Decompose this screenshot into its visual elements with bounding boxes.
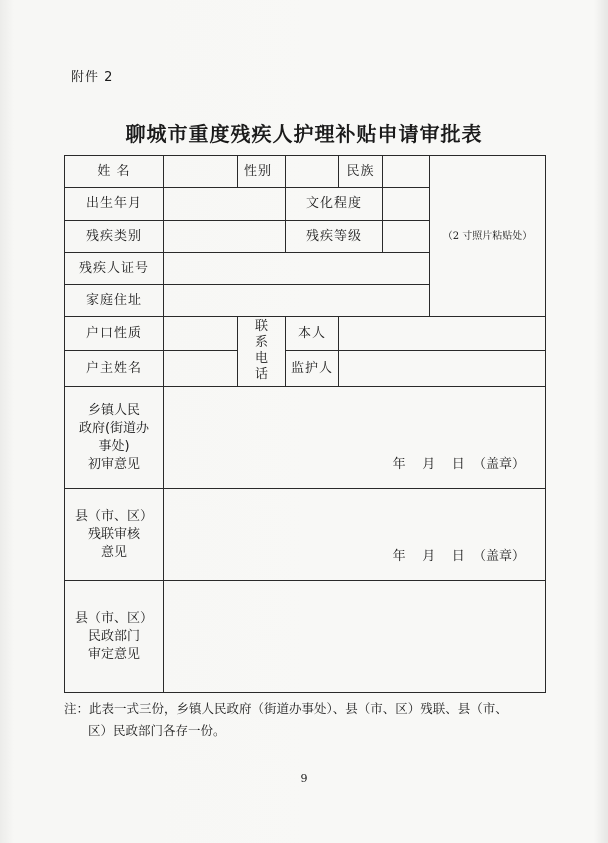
footnote-line: 注：此表一式三份，乡镇人民政府（街道办事处）、县（市、区）残联、县（市、: [64, 701, 508, 716]
table-row: [65, 387, 546, 489]
township-opinion-label: [65, 387, 164, 489]
county-civil-line: 审定意见: [87, 646, 140, 662]
contact-label-text: 联系电话: [254, 319, 268, 382]
county-civil-line: 民政部门: [87, 628, 140, 644]
township-opinion-line: 乡镇人民: [87, 402, 140, 418]
county-civil-line: 县（市、区）: [74, 610, 153, 626]
county-dpf-line: 县（市、区）: [74, 508, 153, 524]
household-head-label: 户主姓名: [65, 351, 164, 387]
education-label: 文化程度: [286, 188, 383, 221]
township-stamp-date: 年 月 日 （盖章）: [392, 457, 525, 472]
table-row: [65, 317, 546, 351]
footnote-line: 区）民政部门各存一份。: [88, 723, 226, 738]
disability-level-label: 残疾等级: [286, 221, 383, 253]
county-civil-opinion-field[interactable]: [164, 581, 546, 693]
name-label: 姓 名: [65, 156, 164, 188]
footnote: [64, 698, 542, 742]
township-opinion-line: 政府(街道办: [78, 420, 150, 436]
contact-label: [238, 317, 286, 387]
table-row: [65, 351, 546, 387]
photo-area[interactable]: [430, 156, 546, 317]
ethnicity-field[interactable]: [383, 156, 430, 188]
guardian-label: 监护人: [286, 351, 339, 387]
county-dpf-stamp-date: 年 月 日 （盖章）: [392, 549, 525, 564]
address-field[interactable]: [164, 285, 430, 317]
photo-note: （2 寸照片粘贴处）: [442, 230, 533, 242]
gender-label: 性别: [238, 156, 286, 188]
township-opinion-line: 初审意见: [87, 456, 140, 472]
household-head-field[interactable]: [164, 351, 238, 387]
page-title: 聊城市重度残疾人护理补贴申请审批表: [125, 122, 483, 146]
disability-type-label: 残疾类别: [65, 221, 164, 253]
address-label: 家庭住址: [65, 285, 164, 317]
county-dpf-line: 意见: [100, 544, 127, 560]
county-dpf-opinion-field[interactable]: [164, 489, 546, 581]
disability-cert-label: 残疾人证号: [65, 253, 164, 285]
table-row: [65, 581, 546, 693]
county-dpf-label: [65, 489, 164, 581]
household-type-field[interactable]: [164, 317, 238, 351]
application-form-table: [64, 155, 546, 693]
county-dpf-line: 残联审核: [87, 526, 140, 542]
disability-level-field[interactable]: [383, 221, 430, 253]
guardian-phone-field[interactable]: [339, 351, 546, 387]
birth-field[interactable]: [164, 188, 286, 221]
birth-label: 出生年月: [65, 188, 164, 221]
page-number: 9: [300, 772, 308, 785]
table-row: [65, 489, 546, 581]
household-type-label: 户口性质: [65, 317, 164, 351]
self-phone-field[interactable]: [339, 317, 546, 351]
table-row: [65, 156, 546, 188]
self-label: 本人: [286, 317, 339, 351]
township-opinion-field[interactable]: [164, 387, 546, 489]
gender-field[interactable]: [286, 156, 339, 188]
disability-cert-field[interactable]: [164, 253, 430, 285]
township-opinion-line: 事处): [98, 438, 130, 454]
name-field[interactable]: [164, 156, 238, 188]
disability-type-field[interactable]: [164, 221, 286, 253]
education-field[interactable]: [383, 188, 430, 221]
ethnicity-label: 民族: [339, 156, 383, 188]
attachment-label: 附件 2: [71, 70, 114, 85]
county-civil-label: [65, 581, 164, 693]
